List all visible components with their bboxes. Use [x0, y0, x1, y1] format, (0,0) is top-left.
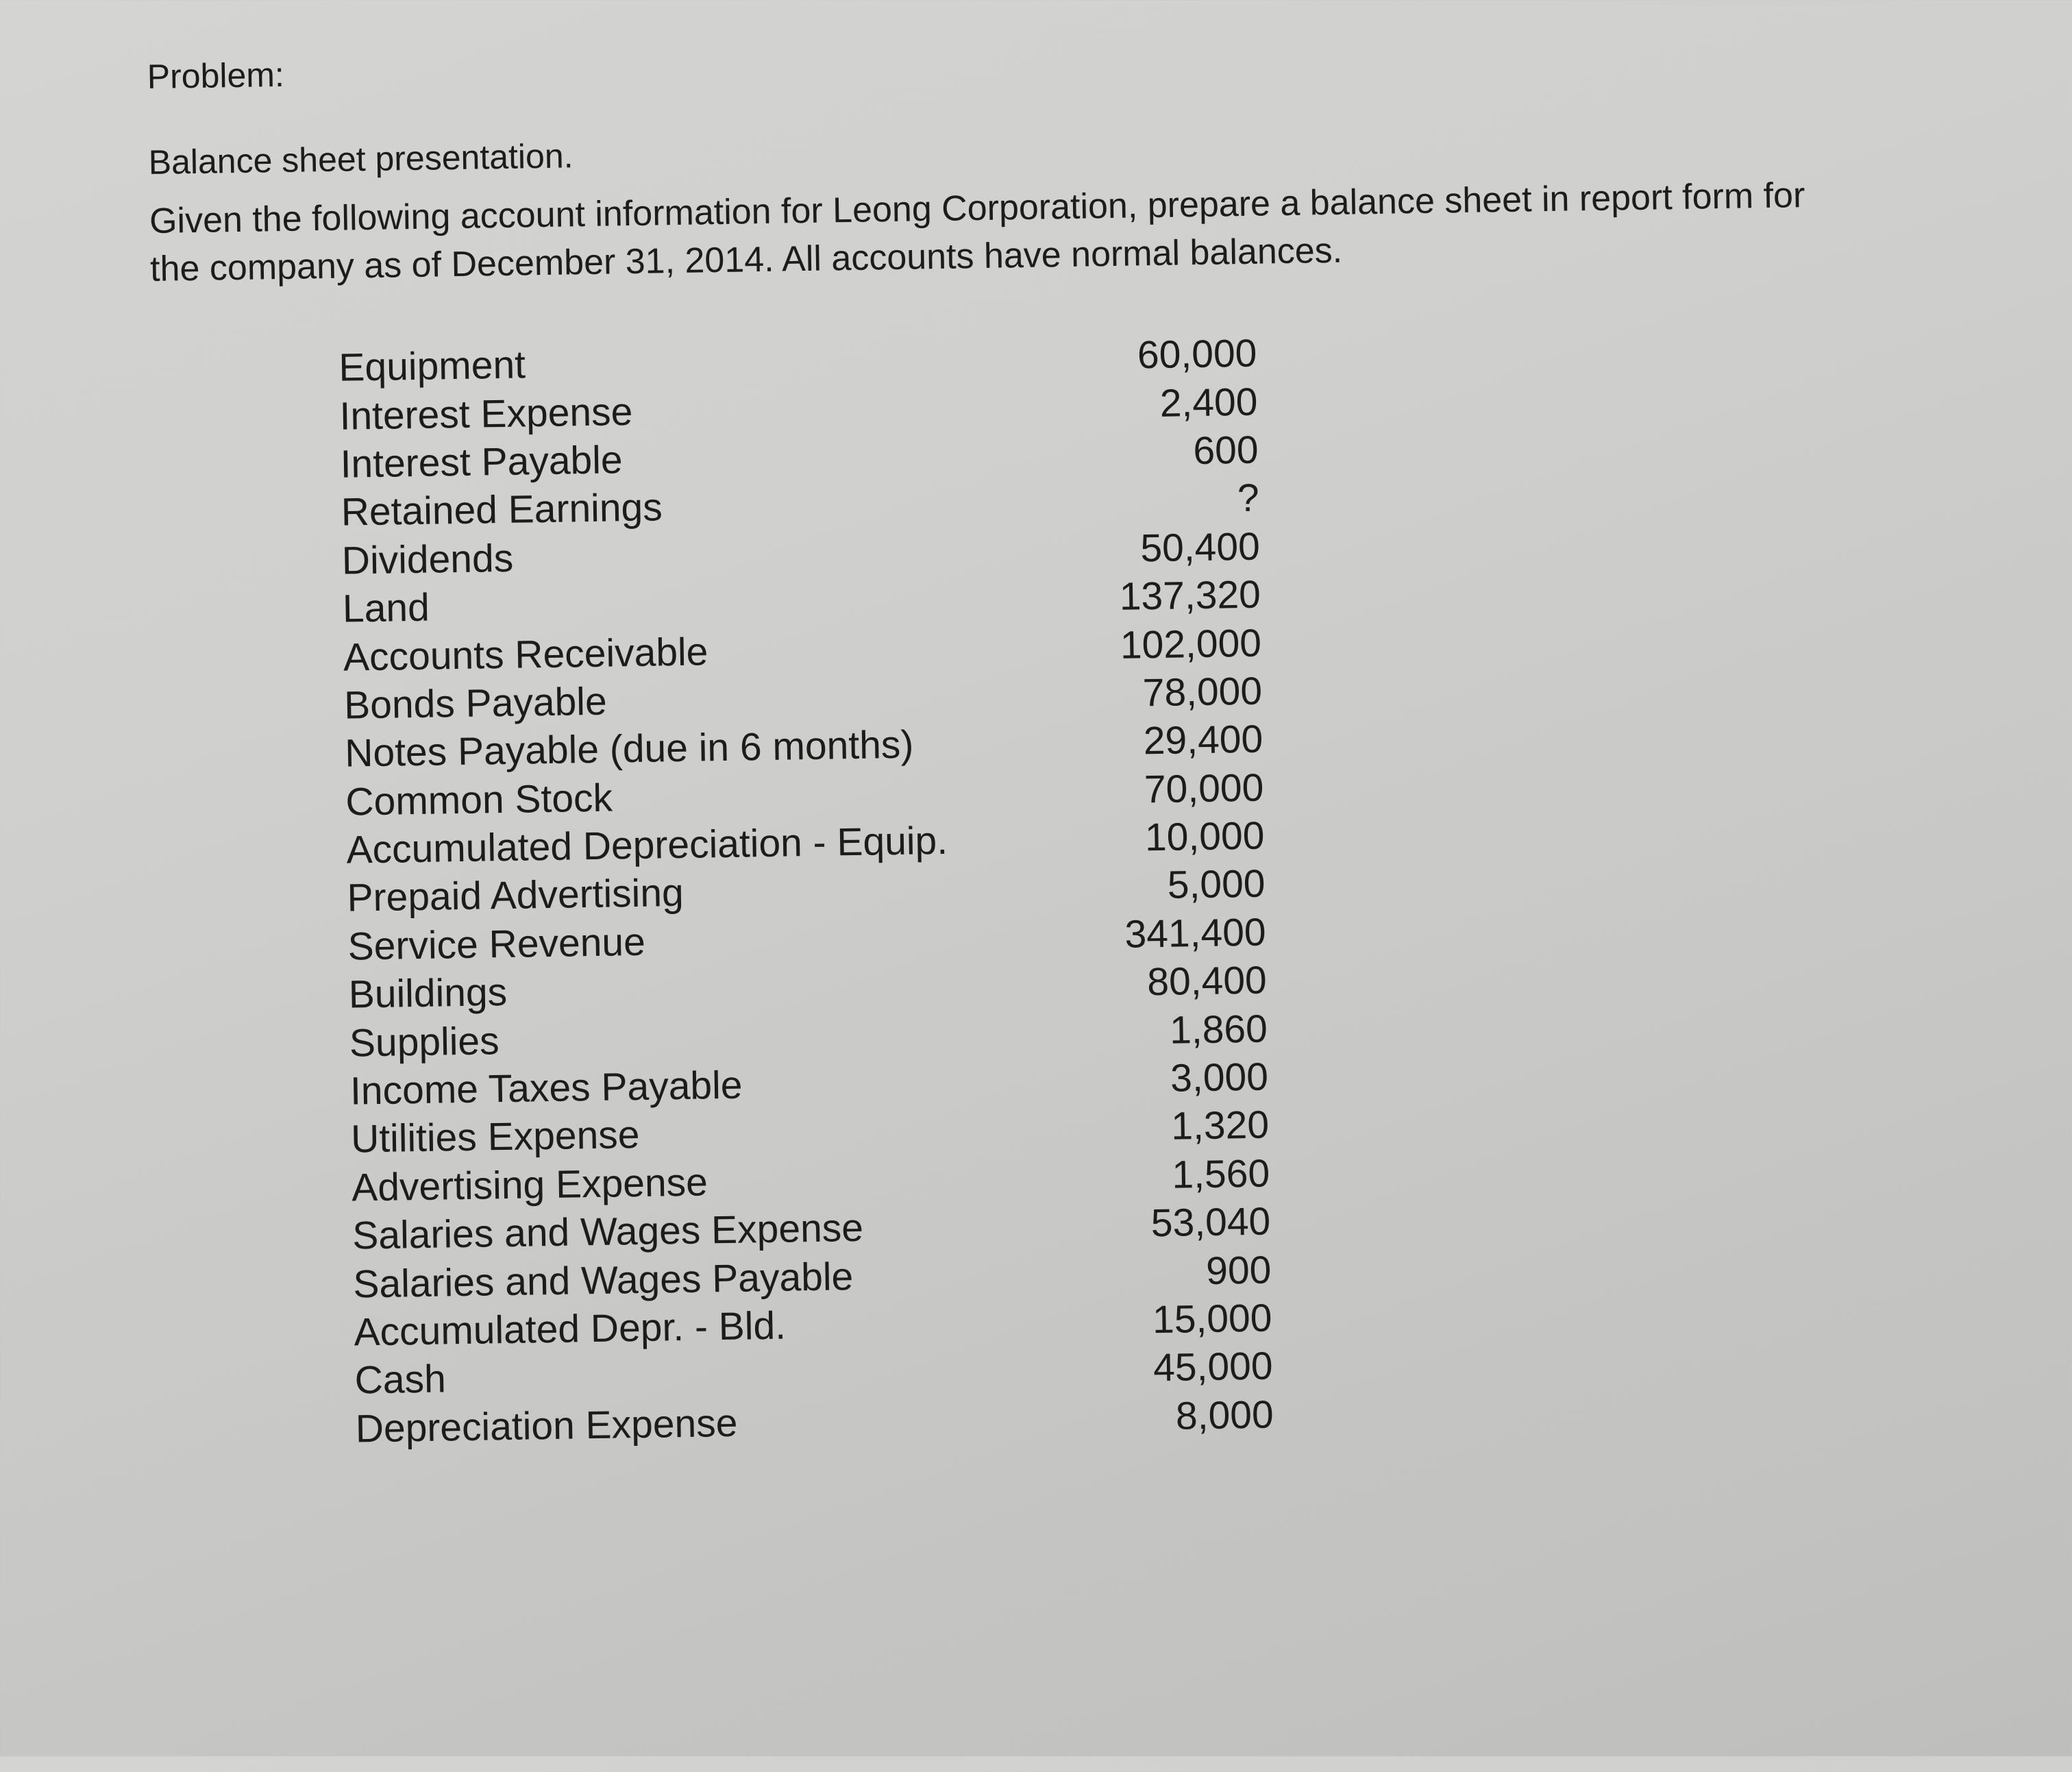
account-amount: 8,000 [1175, 1392, 1274, 1438]
account-amount: 137,320 [1119, 572, 1261, 619]
account-amount: 78,000 [1142, 669, 1263, 715]
account-amount: 80,400 [1146, 958, 1268, 1005]
account-name: Retained Earnings [341, 485, 663, 535]
account-amount: ? [1237, 476, 1260, 521]
account-list [338, 330, 1274, 1453]
account-name: Utilities Expense [350, 1113, 640, 1162]
account-amount: 3,000 [1170, 1055, 1269, 1100]
account-amount: 341,400 [1124, 910, 1267, 957]
account-name: Salaries and Wages Expense [352, 1206, 864, 1258]
account-amount: 60,000 [1137, 331, 1257, 378]
account-amount: 1,560 [1171, 1151, 1270, 1197]
account-amount: 600 [1192, 428, 1259, 473]
account-amount: 1,860 [1169, 1007, 1268, 1053]
problem-label: Problem: [147, 55, 285, 97]
account-amount: 45,000 [1152, 1344, 1274, 1390]
account-amount: 900 [1205, 1248, 1272, 1293]
account-name: Interest Payable [340, 438, 624, 487]
account-name: Income Taxes Payable [349, 1063, 743, 1113]
account-name: Cash [354, 1357, 447, 1403]
account-amount: 1,320 [1170, 1103, 1270, 1149]
account-name: Salaries and Wages Payable [352, 1254, 854, 1307]
account-amount: 15,000 [1152, 1296, 1272, 1342]
account-amount: 70,000 [1144, 765, 1264, 812]
account-name: Accumulated Depr. - Bld. [354, 1303, 787, 1355]
account-name: Dividends [341, 536, 514, 583]
account-name: Land [342, 585, 430, 631]
account-amount: 10,000 [1144, 813, 1265, 860]
account-name: Accounts Receivable [343, 629, 708, 680]
section-title: Balance sheet presentation. [148, 136, 574, 182]
account-amount: 29,400 [1143, 717, 1263, 763]
account-name: Accumulated Depreciation - Equip. [346, 818, 948, 872]
account-name: Depreciation Expense [355, 1401, 738, 1451]
account-name: Notes Payable (due in 6 months) [344, 722, 914, 776]
account-name: Interest Expense [339, 389, 633, 439]
account-amount: 2,400 [1159, 380, 1258, 426]
account-amount: 102,000 [1120, 621, 1262, 667]
account-name: Buildings [348, 970, 508, 1017]
account-name: Prepaid Advertising [347, 871, 684, 921]
account-name: Supplies [349, 1018, 500, 1066]
account-name: Bonds Payable [343, 679, 608, 728]
account-name: Equipment [338, 343, 526, 390]
account-name: Common Stock [345, 776, 613, 824]
account-amount: 5,000 [1167, 862, 1266, 908]
account-amount: 53,040 [1150, 1199, 1271, 1246]
account-amount: 50,400 [1139, 524, 1261, 571]
instructions-text: Given the following account information for Leong Corporation, prepare a balance sheet in report form for the company as of December 31, 2014. All accounts have normal balances. [149, 175, 1805, 290]
account-name: Advertising Expense [351, 1160, 708, 1210]
account-name: Service Revenue [347, 920, 646, 969]
